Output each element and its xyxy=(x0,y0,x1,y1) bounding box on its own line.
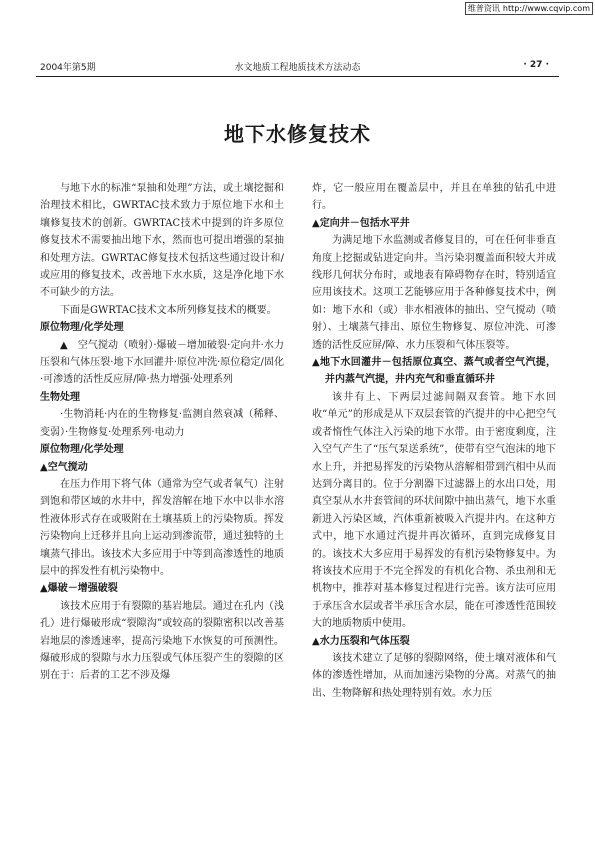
section-heading: 原位物理/化学处理 xyxy=(40,444,124,456)
body-paragraph: ▲ 空气搅动（喷射）·爆破－增加破裂·定向井·水力压裂和气体压裂·地下水回灌井·原位冲洗·原位稳定/固化·可渗透的活性反应屏/障·热力增强·处理系列 xyxy=(40,339,284,386)
section-heading: ▲定向井－包括水平井 xyxy=(312,217,410,229)
body-paragraph: 该技术建立了足够的裂隙网络，使土壤对液体和气体的渗透性增加，从而加速污染物的分离。对蒸气的抽出、生物降解和热处理特别有效。水力压 xyxy=(312,652,556,699)
watermark-url[interactable]: http://www.cqvip.com xyxy=(502,4,590,13)
body-paragraph: 炸，它一般应用在覆盖层中，并且在单独的钻孔中进行。 xyxy=(312,183,556,212)
body-paragraph: 下面是GWRTAC技术文本所列修复技术的概要。 xyxy=(60,304,277,316)
body-paragraph: 该技术应用于有裂隙的基岩地层。通过在孔内（浅孔）进行爆破形成“裂隙沟”或较高的裂隙密积以改善基岩地层的渗透速率，提高污染地下水恢复的可预测性。爆破形成的裂隙与水力压裂或气体压裂产生的裂隙的区别在于：后者的工艺不涉及爆 xyxy=(40,600,284,682)
watermark-label: 维普资讯 xyxy=(467,4,500,13)
watermark-badge xyxy=(465,2,593,15)
left-column xyxy=(40,180,284,685)
body-paragraph: 该井有上、下两层过滤间隔双套管。地下水回收“单元”的形成是从下双层套管的汽提井的中心把空气或者惰性气体注入污染的地下水带。由于密度剩度，注入空气产生了“压气泵送系统”，使带有空气泡沫的地下水上升，并把易挥发的污染物从溶解相带到汽相中从而达到分离目的。位于分割器下过滤器上的水出口处，用真空泵从水井套管间的环状间隙中抽出蒸气，地下水重新进入污染区域，汽体重新被吸入汽提井内。在这种方式中，地下水通过汽提井再次循环，直到完成修复目的。该技术大多应用于易挥发的有机污染物修复中。为将该技术应用于不完全挥发的有机化合物、杀虫剂和无机物中，推荐对基本修复过程进行完善。该方法可应用于承压含水层或者半承压含水层，能在可渗透性范围较大的地质物质中使用。 xyxy=(312,391,556,630)
header-rule xyxy=(36,76,559,77)
section-heading: ▲水力压裂和气体压裂 xyxy=(312,635,410,647)
running-head xyxy=(40,58,555,74)
body-paragraph: ·生物消耗·内在的生物修复·监测自然衰减（稀释、变弱）·生物修复·处理系列·电动力 xyxy=(40,409,284,438)
body-paragraph: 在压力作用下将气体（通常为空气或者氧气）注射到饱和带区域的水井中，挥发溶解在地下水中以非水溶性液体形式存在或吸附在土壤基质上的污染物质。挥发污染物向上迁移并且向上运动到渗流带，通过独特的土壤蒸气排出。该技术大多应用于中等到高渗透性的地质层中的挥发性有机污染物中。 xyxy=(40,478,284,577)
body-paragraph: 为满足地下水监测或者修复目的，可在任何非垂直角度上挖掘或钻进定向井。当污染羽覆盖面积较大并成线形几何状分布时，或地表有障碍物存在时，特别适宜应用该技术。这项工艺能够应用于各种修复技术中，例如：地下水和（或）非水相液体的抽出、空气搅动（喷射）、土壤蒸气排出、原位生物修复、原位冲洗、可渗透的活性反应屏/障、水力压裂和气体压裂等。 xyxy=(312,235,556,351)
section-heading: ▲爆破－增强破裂 xyxy=(40,583,118,595)
issue-label: 2004年第5期 xyxy=(40,63,96,73)
section-heading: 原位物理/化学处理 xyxy=(40,322,124,334)
page-number: · 27 · xyxy=(523,60,549,70)
body-paragraph: 与地下水的标准“泵抽和处理”方法，或土壤挖掘和治理技术相比，GWRTAC技术致力于原位地下水和土壤修复技术的创新。GWRTAC技术中提到的许多原位修复技术不需要抽出地下水，然而也可提出增强的泵抽和处理方法。GWRTAC修复技术包括这些通过设计和/或应用的修复技术，改善地下水水质，这是净化地下水不可缺少的方法。 xyxy=(40,183,284,299)
article-title: 地下水修复技术 xyxy=(224,122,371,146)
journal-name: 水文地质工程地质技术方法动态 xyxy=(234,63,361,73)
section-heading: 生物处理 xyxy=(40,391,80,403)
section-heading: ▲地下水回灌井－包括原位真空、蒸气或者空气汽提，并内蒸气汽提，井内充气和垂直循环井 xyxy=(312,357,556,386)
section-heading: ▲空气搅动 xyxy=(40,461,88,473)
right-column xyxy=(312,180,556,702)
